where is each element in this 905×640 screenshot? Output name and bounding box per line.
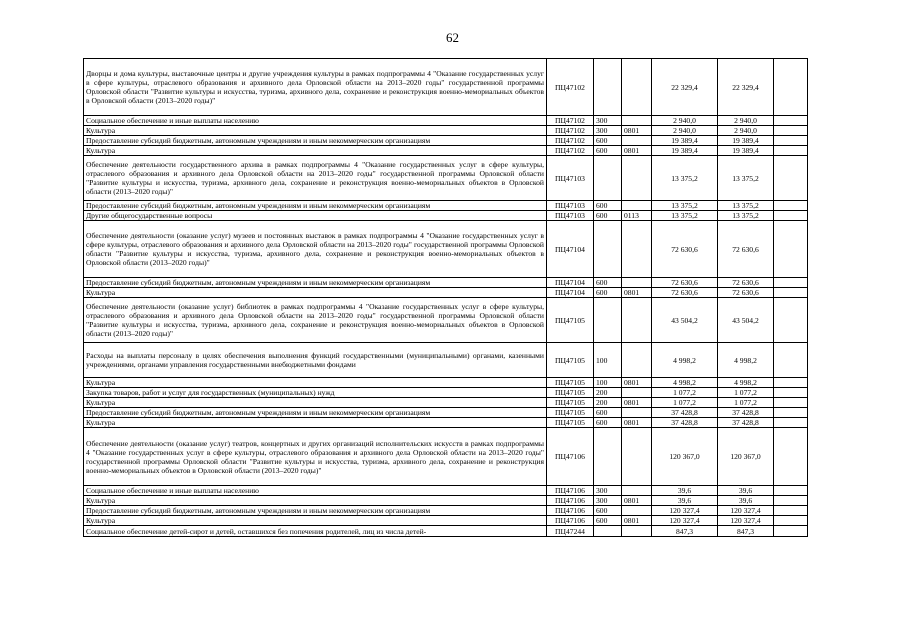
row-empty-cell	[774, 59, 808, 116]
row-empty-cell	[774, 408, 808, 418]
row-section-code: 0801	[622, 126, 652, 136]
row-amount-2: 120 327,4	[718, 516, 774, 526]
row-section-code	[622, 221, 652, 278]
table-row	[84, 526, 808, 537]
row-amount-1: 19 389,4	[652, 136, 718, 146]
table-row	[84, 278, 808, 288]
row-expense-type	[594, 428, 622, 486]
row-empty-cell	[774, 298, 808, 343]
row-amount-2: 39,6	[718, 496, 774, 506]
row-expense-type: 300	[594, 126, 622, 136]
row-amount-2: 37 428,8	[718, 418, 774, 428]
row-section-code	[622, 156, 652, 201]
row-empty-cell	[774, 278, 808, 288]
row-amount-1: 37 428,8	[652, 418, 718, 428]
row-section-code	[622, 486, 652, 496]
row-expense-type: 600	[594, 211, 622, 221]
row-expense-type: 600	[594, 288, 622, 298]
row-description: Расходы на выплаты персоналу в целях обеспечения выполнения функций государственными (муниципальными) органами, казенными учреждениями, органами управления государственными внебюджетными фондами	[84, 343, 547, 378]
row-expense-type	[594, 59, 622, 116]
row-amount-1: 13 375,2	[652, 211, 718, 221]
row-section-code	[622, 278, 652, 288]
row-target-code: ПЦ47102	[547, 126, 594, 136]
row-target-code: ПЦ47102	[547, 136, 594, 146]
row-empty-cell	[774, 388, 808, 398]
row-empty-cell	[774, 221, 808, 278]
row-amount-2: 1 077,2	[718, 398, 774, 408]
table-row	[84, 298, 808, 343]
row-description: Культура	[84, 418, 547, 428]
row-description: Культура	[84, 146, 547, 156]
row-section-code	[622, 201, 652, 211]
row-amount-1: 120 327,4	[652, 506, 718, 516]
row-description: Предоставление субсидий бюджетным, автономным учреждениям и иным некоммерческим организациям	[84, 506, 547, 516]
row-amount-2: 847,3	[718, 526, 774, 537]
row-section-code: 0801	[622, 288, 652, 298]
row-expense-type: 300	[594, 496, 622, 506]
row-empty-cell	[774, 136, 808, 146]
row-target-code: ПЦ47104	[547, 278, 594, 288]
row-section-code: 0801	[622, 516, 652, 526]
row-target-code: ПЦ47105	[547, 388, 594, 398]
row-expense-type: 300	[594, 116, 622, 126]
row-expense-type: 600	[594, 278, 622, 288]
row-description: Социальное обеспечение и иные выплаты населению	[84, 116, 547, 126]
row-expense-type: 600	[594, 408, 622, 418]
row-amount-2: 2 940,0	[718, 116, 774, 126]
row-section-code	[622, 59, 652, 116]
row-amount-2: 120 367,0	[718, 428, 774, 486]
row-expense-type: 600	[594, 516, 622, 526]
row-target-code: ПЦ47105	[547, 408, 594, 418]
row-amount-1: 37 428,8	[652, 408, 718, 418]
table-row	[84, 59, 808, 116]
row-empty-cell	[774, 201, 808, 211]
table-row	[84, 221, 808, 278]
row-description: Предоставление субсидий бюджетным, автономным учреждениям и иным некоммерческим организациям	[84, 278, 547, 288]
row-expense-type: 600	[594, 506, 622, 516]
row-empty-cell	[774, 516, 808, 526]
row-expense-type: 600	[594, 418, 622, 428]
row-empty-cell	[774, 496, 808, 506]
row-amount-2: 22 329,4	[718, 59, 774, 116]
row-amount-1: 72 630,6	[652, 288, 718, 298]
row-amount-1: 43 504,2	[652, 298, 718, 343]
row-target-code: ПЦ47105	[547, 418, 594, 428]
row-empty-cell	[774, 428, 808, 486]
table-row	[84, 486, 808, 496]
row-section-code: 0113	[622, 211, 652, 221]
table-row	[84, 116, 808, 126]
row-amount-1: 120 367,0	[652, 428, 718, 486]
page-number: 62	[446, 30, 459, 45]
row-empty-cell	[774, 126, 808, 136]
row-empty-cell	[774, 398, 808, 408]
row-empty-cell	[774, 418, 808, 428]
row-description: Культура	[84, 496, 547, 506]
row-expense-type: 100	[594, 343, 622, 378]
row-target-code: ПЦ47106	[547, 428, 594, 486]
row-expense-type	[594, 221, 622, 278]
row-amount-1: 1 077,2	[652, 388, 718, 398]
row-section-code: 0801	[622, 378, 652, 388]
row-description: Предоставление субсидий бюджетным, автономным учреждениям и иным некоммерческим организациям	[84, 408, 547, 418]
row-amount-1: 2 940,0	[652, 116, 718, 126]
row-amount-2: 1 077,2	[718, 388, 774, 398]
row-expense-type: 200	[594, 398, 622, 408]
row-expense-type	[594, 526, 622, 537]
row-description: Социальное обеспечение детей-сирот и детей, оставшихся без попечения родителей, лиц из числа детей-	[84, 526, 547, 537]
row-amount-2: 19 389,4	[718, 146, 774, 156]
row-description: Культура	[84, 516, 547, 526]
row-section-code	[622, 506, 652, 516]
row-expense-type	[594, 156, 622, 201]
row-empty-cell	[774, 526, 808, 537]
row-expense-type	[594, 298, 622, 343]
row-target-code: ПЦ47106	[547, 506, 594, 516]
row-target-code: ПЦ47102	[547, 59, 594, 116]
table-row	[84, 343, 808, 378]
row-description: Культура	[84, 398, 547, 408]
row-description: Обеспечение деятельности государственного архива в рамках подпрограммы 4 "Оказание государственных услуг в сфере культуры, отраслевого образования и архивного дела Орловской области на 2013–2020 годы" государственной программы Орловской области "Развитие культуры и искусства, туризма, архивного дела, сохранение и реконструкция военно-мемориальных объектов в Орловской области (2013–2020 годы)"	[84, 156, 547, 201]
table-row	[84, 211, 808, 221]
row-description: Культура	[84, 126, 547, 136]
row-target-code: ПЦ47103	[547, 156, 594, 201]
row-target-code: ПЦ47105	[547, 298, 594, 343]
table-row	[84, 146, 808, 156]
row-amount-1: 120 327,4	[652, 516, 718, 526]
row-amount-1: 13 375,2	[652, 201, 718, 211]
row-amount-1: 13 375,2	[652, 156, 718, 201]
row-empty-cell	[774, 343, 808, 378]
row-description: Дворцы и дома культуры, выставочные центры и другие учреждения культуры в рамках подпрограммы 4 "Оказание государственных услуг в сфере культуры, отраслевого образования и архивного дела Орловской области на 2013–2020 годы" государственной программы Орловской области "Развитие культуры и искусства, туризма, архивного дела, сохранение и реконструкция военно-мемориальных объектов в Орловской области (2013–2020 годы)"	[84, 59, 547, 116]
row-description: Культура	[84, 378, 547, 388]
row-amount-1: 847,3	[652, 526, 718, 537]
row-empty-cell	[774, 288, 808, 298]
row-description: Предоставление субсидий бюджетным, автономным учреждениям и иным некоммерческим организациям	[84, 201, 547, 211]
row-amount-1: 19 389,4	[652, 146, 718, 156]
row-description: Социальное обеспечение и иные выплаты населению	[84, 486, 547, 496]
table-row	[84, 428, 808, 486]
row-section-code: 0801	[622, 146, 652, 156]
row-expense-type: 100	[594, 378, 622, 388]
row-section-code	[622, 343, 652, 378]
row-target-code: ПЦ47105	[547, 398, 594, 408]
row-target-code: ПЦ47106	[547, 486, 594, 496]
row-section-code: 0801	[622, 418, 652, 428]
row-empty-cell	[774, 116, 808, 126]
row-amount-2: 4 998,2	[718, 378, 774, 388]
row-amount-2: 13 375,2	[718, 211, 774, 221]
row-description: Культура	[84, 288, 547, 298]
row-target-code: ПЦ47103	[547, 201, 594, 211]
table-row	[84, 496, 808, 506]
row-description: Другие общегосударственные вопросы	[84, 211, 547, 221]
row-section-code	[622, 428, 652, 486]
row-amount-1: 1 077,2	[652, 398, 718, 408]
row-amount-1: 4 998,2	[652, 378, 718, 388]
row-amount-2: 19 389,4	[718, 136, 774, 146]
row-target-code: ПЦ47106	[547, 516, 594, 526]
row-amount-1: 2 940,0	[652, 126, 718, 136]
row-target-code: ПЦ47103	[547, 211, 594, 221]
row-amount-1: 72 630,6	[652, 278, 718, 288]
row-amount-2: 72 630,6	[718, 288, 774, 298]
row-description: Закупка товаров, работ и услуг для государственных (муниципальных) нужд	[84, 388, 547, 398]
table-body	[84, 59, 808, 537]
row-empty-cell	[774, 486, 808, 496]
row-expense-type: 300	[594, 486, 622, 496]
row-section-code	[622, 408, 652, 418]
row-target-code: ПЦ47106	[547, 496, 594, 506]
row-expense-type: 600	[594, 201, 622, 211]
row-section-code: 0801	[622, 398, 652, 408]
row-empty-cell	[774, 211, 808, 221]
row-description: Предоставление субсидий бюджетным, автономным учреждениям и иным некоммерческим организациям	[84, 136, 547, 146]
row-target-code: ПЦ47104	[547, 288, 594, 298]
row-expense-type: 600	[594, 146, 622, 156]
row-section-code	[622, 136, 652, 146]
table-row	[84, 136, 808, 146]
row-amount-2: 72 630,6	[718, 221, 774, 278]
row-target-code: ПЦ47102	[547, 116, 594, 126]
row-section-code	[622, 116, 652, 126]
row-section-code	[622, 526, 652, 537]
row-amount-1: 39,6	[652, 486, 718, 496]
row-expense-type: 600	[594, 136, 622, 146]
row-amount-2: 72 630,6	[718, 278, 774, 288]
row-amount-2: 120 327,4	[718, 506, 774, 516]
table-row	[84, 156, 808, 201]
row-amount-1: 39,6	[652, 496, 718, 506]
row-amount-2: 43 504,2	[718, 298, 774, 343]
table-row	[84, 418, 808, 428]
row-amount-1: 22 329,4	[652, 59, 718, 116]
row-amount-2: 13 375,2	[718, 156, 774, 201]
row-amount-1: 72 630,6	[652, 221, 718, 278]
row-amount-2: 13 375,2	[718, 201, 774, 211]
row-amount-2: 2 940,0	[718, 126, 774, 136]
table-row	[84, 516, 808, 526]
row-target-code: ПЦ47104	[547, 221, 594, 278]
table-row	[84, 388, 808, 398]
row-section-code	[622, 388, 652, 398]
row-target-code: ПЦ47244	[547, 526, 594, 537]
row-section-code: 0801	[622, 496, 652, 506]
row-amount-1: 4 998,2	[652, 343, 718, 378]
table-row	[84, 201, 808, 211]
table-row	[84, 408, 808, 418]
row-description: Обеспечение деятельности (оказание услуг) музеев и постоянных выставок в рамках подпрограммы 4 "Оказание государственных услуг в сфере культуры, отраслевого образования и архивного дела Орловской области на 2013–2020 годы" государственной программы Орловской области "Развитие культуры и искусства, туризма, архивного дела, сохранение и реконструкция военно-мемориальных объектов в Орловской области (2013–2020 годы)"	[84, 221, 547, 278]
row-description: Обеспечение деятельности (оказание услуг) библиотек в рамках подпрограммы 4 "Оказание государственных услуг в сфере культуры, отраслевого образования и архивного дела Орловской области на 2013–2020 годы" государственной программы Орловской области "Развитие культуры и искусства, туризма, архивного дела, сохранение и реконструкция военно-мемориальных объектов в Орловской области (2013–2020 годы)"	[84, 298, 547, 343]
table-row	[84, 398, 808, 408]
table-row	[84, 126, 808, 136]
budget-table	[83, 58, 808, 537]
row-section-code	[622, 298, 652, 343]
table-row	[84, 506, 808, 516]
row-target-code: ПЦ47102	[547, 146, 594, 156]
row-amount-2: 37 428,8	[718, 408, 774, 418]
row-target-code: ПЦ47105	[547, 378, 594, 388]
row-empty-cell	[774, 146, 808, 156]
row-target-code: ПЦ47105	[547, 343, 594, 378]
table-row	[84, 288, 808, 298]
row-empty-cell	[774, 378, 808, 388]
row-empty-cell	[774, 506, 808, 516]
row-amount-2: 4 998,2	[718, 343, 774, 378]
row-empty-cell	[774, 156, 808, 201]
row-description: Обеспечение деятельности (оказание услуг) театров, концертных и других организаций исполнительских искусств в рамках подпрограммы 4 "Оказание государственных услуг в сфере культуры, отраслевого образования и архивного дела Орловской области на 2013–2020 годы" государственной программы Орловской области "Развитие культуры и искусства, туризма, архивного дела, сохранение и реконструкция военно-мемориальных объектов в Орловской области (2013–2020 годы)"	[84, 428, 547, 486]
table-row	[84, 378, 808, 388]
row-expense-type: 200	[594, 388, 622, 398]
row-amount-2: 39,6	[718, 486, 774, 496]
